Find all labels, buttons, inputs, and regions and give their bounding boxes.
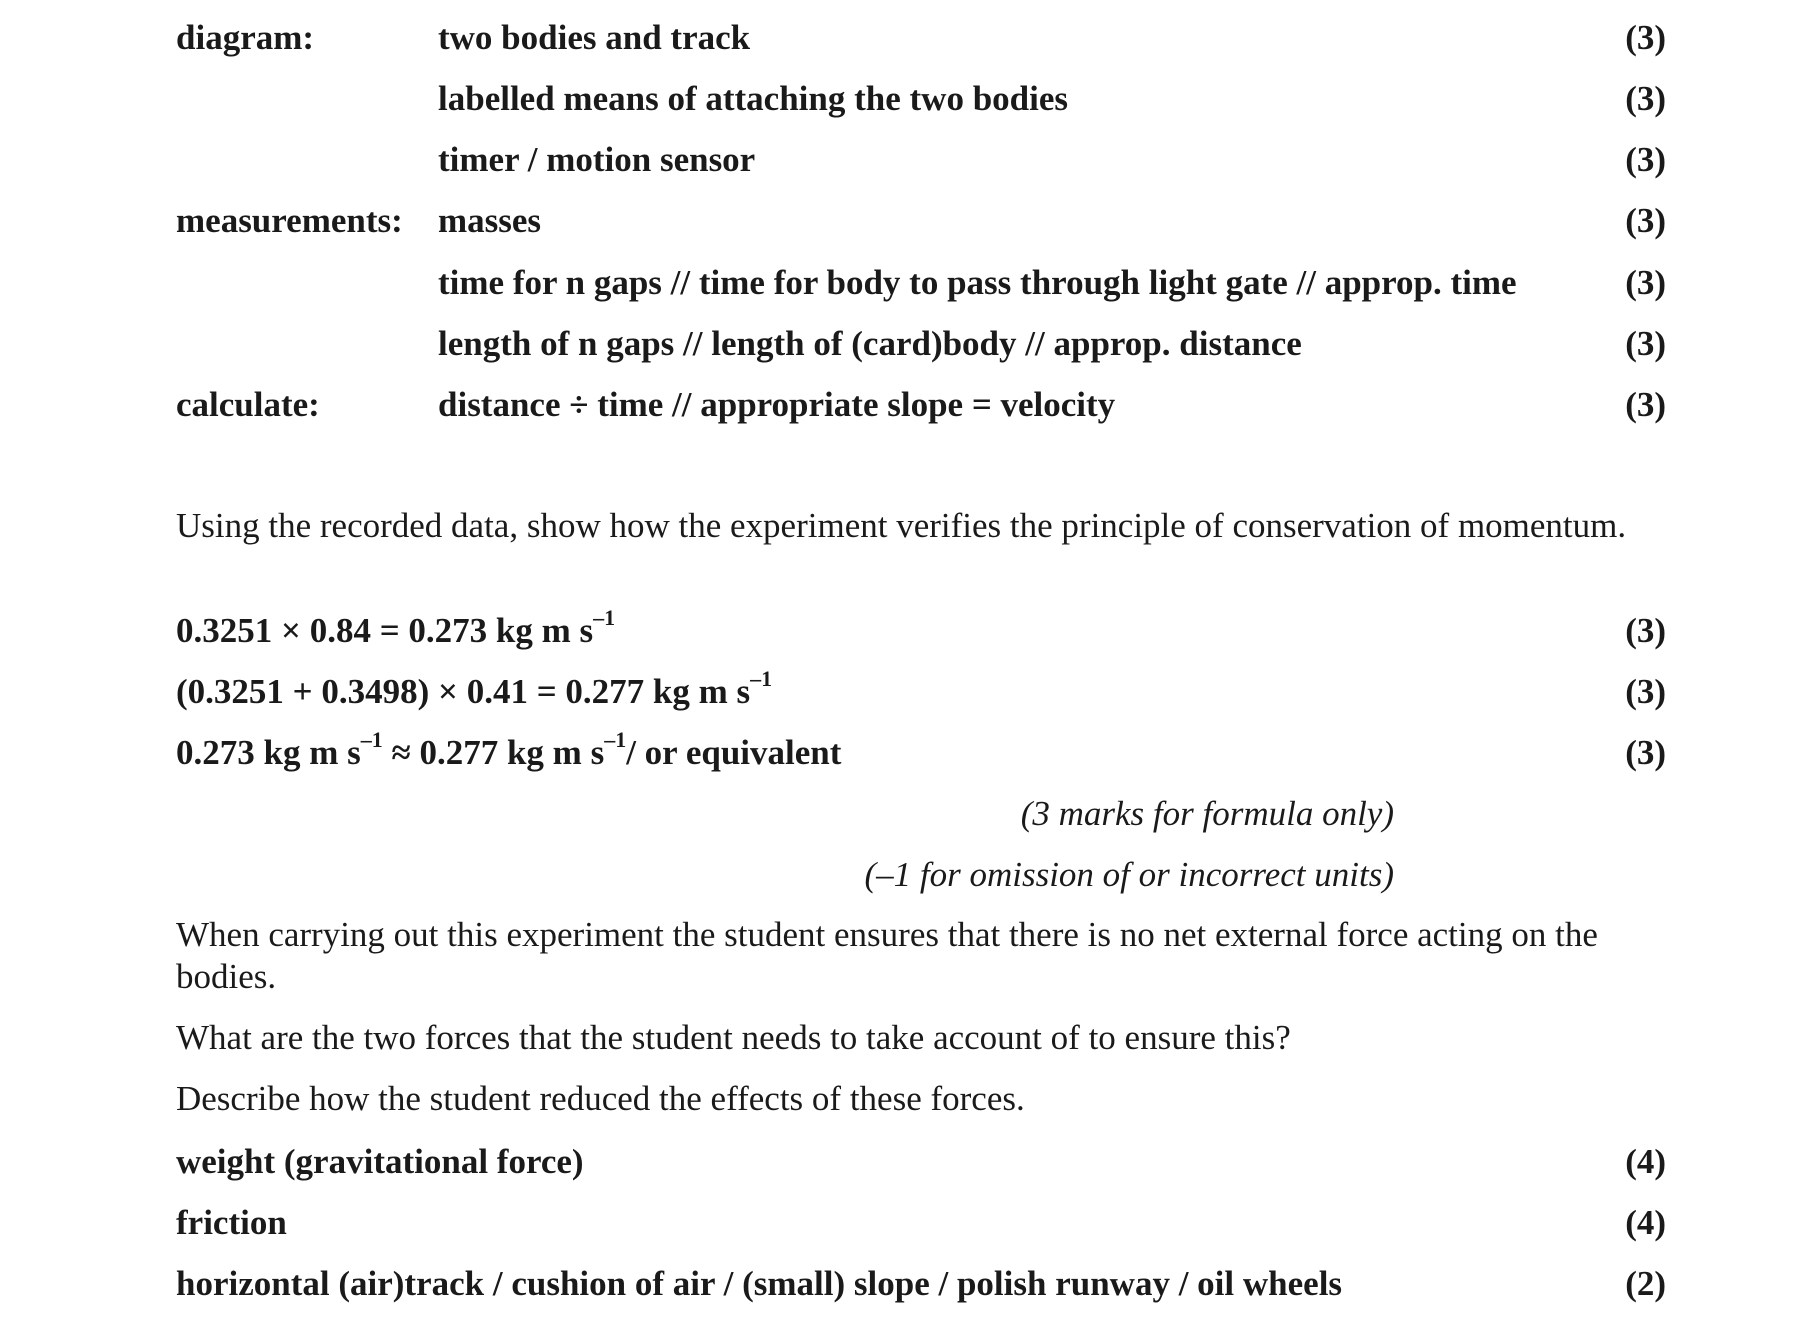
scheme-row-diagram bbox=[176, 16, 1666, 60]
answer-row-methods bbox=[176, 1262, 1666, 1306]
calc-text: 0.3251 × 0.84 = 0.273 kg m s bbox=[176, 611, 594, 650]
question-reduce-effects: Describe how the student reduced the effects of these forces. bbox=[176, 1079, 1025, 1118]
row-mark: (3) bbox=[1625, 18, 1666, 57]
row-label: measurements: bbox=[176, 201, 403, 240]
scheme-row-measurements bbox=[176, 199, 1666, 243]
calc-text-c: / or equivalent bbox=[626, 733, 842, 772]
question-two-forces: What are the two forces that the student needs to take account of to ensure this? bbox=[176, 1018, 1291, 1057]
calc-line-3 bbox=[176, 727, 1666, 775]
row-text: distance ÷ time // appropriate slope = velocity bbox=[438, 385, 1116, 424]
row-mark: (3) bbox=[1625, 79, 1666, 118]
row-mark: (3) bbox=[1625, 140, 1666, 179]
row-mark: (3) bbox=[1625, 672, 1666, 711]
answer-row-friction bbox=[176, 1201, 1666, 1245]
row-text: labelled means of attaching the two bodies bbox=[438, 79, 1068, 118]
calc-line-1 bbox=[176, 605, 1666, 653]
unit-exponent: –1 bbox=[360, 727, 383, 753]
scheme-row bbox=[176, 77, 1666, 121]
scheme-row-calculate bbox=[176, 383, 1666, 427]
row-text: two bodies and track bbox=[438, 18, 751, 57]
row-text: time for n gaps // time for body to pass through light gate // approp. time bbox=[438, 263, 1517, 302]
row-mark: (3) bbox=[1625, 201, 1666, 240]
row-label: calculate: bbox=[176, 385, 320, 424]
row-text: friction bbox=[176, 1203, 287, 1242]
row-text: weight (gravitational force) bbox=[176, 1142, 584, 1181]
calc-line-2 bbox=[176, 666, 1666, 714]
row-mark: (3) bbox=[1625, 733, 1666, 772]
note-units: (–1 for omission of or incorrect units) bbox=[864, 855, 1394, 894]
scheme-row bbox=[176, 261, 1666, 305]
calc-text-b: ≈ 0.277 kg m s bbox=[382, 733, 605, 772]
unit-exponent: –1 bbox=[593, 605, 616, 631]
calc-text: (0.3251 + 0.3498) × 0.41 = 0.277 kg m s bbox=[176, 672, 751, 711]
unit-exponent: –1 bbox=[750, 666, 773, 692]
row-text: masses bbox=[438, 201, 542, 240]
row-text: timer / motion sensor bbox=[438, 140, 756, 179]
row-text: length of n gaps // length of (card)body // approp. distance bbox=[438, 324, 1302, 363]
row-label: diagram: bbox=[176, 18, 315, 57]
question-external-force: When carrying out this experiment the student ensures that there is no net external force acting on the bodies. bbox=[176, 915, 1598, 996]
row-mark: (3) bbox=[1625, 324, 1666, 363]
row-mark: (2) bbox=[1625, 1264, 1666, 1303]
row-mark: (4) bbox=[1625, 1142, 1666, 1181]
row-mark: (3) bbox=[1625, 611, 1666, 650]
row-mark: (3) bbox=[1625, 263, 1666, 302]
question-conservation: Using the recorded data, show how the experiment verifies the principle of conservation of momentum. bbox=[176, 506, 1627, 545]
note-formula-only: (3 marks for formula only) bbox=[1020, 794, 1394, 833]
row-mark: (3) bbox=[1625, 385, 1666, 424]
unit-exponent: –1 bbox=[604, 727, 627, 753]
row-mark: (4) bbox=[1625, 1203, 1666, 1242]
answer-row-weight bbox=[176, 1140, 1666, 1184]
calc-text-a: 0.273 kg m s bbox=[176, 733, 361, 772]
row-text: horizontal (air)track / cushion of air / (small) slope / polish runway / oil wheels bbox=[176, 1264, 1343, 1303]
scheme-row bbox=[176, 138, 1666, 182]
scheme-row bbox=[176, 322, 1666, 366]
